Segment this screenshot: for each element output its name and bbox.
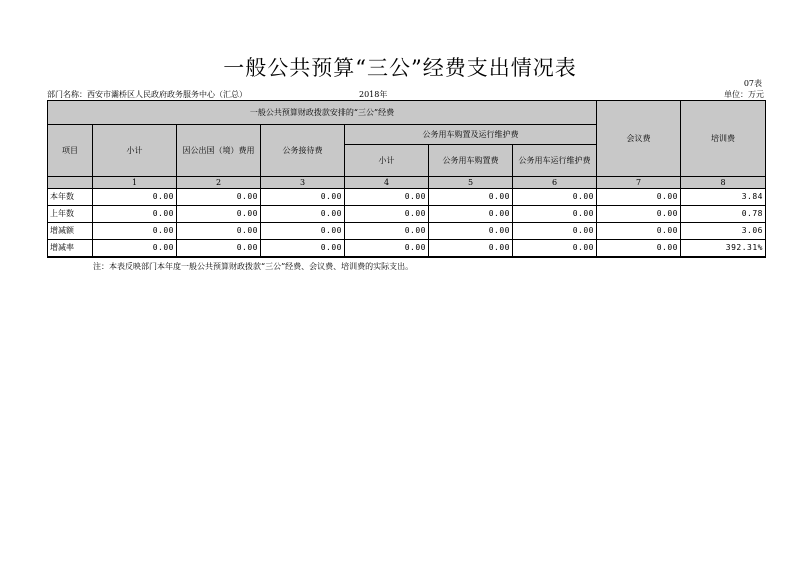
department-name: 部门名称：西安市灞桥区人民政府政务服务中心（汇总）	[47, 90, 247, 99]
col-number: 1	[93, 177, 177, 189]
cell-value: 0.00	[429, 240, 513, 257]
cell-value: 392.31%	[681, 240, 766, 257]
cell-value: 0.00	[429, 223, 513, 240]
col-number-blank	[48, 177, 93, 189]
row-label: 上年数	[48, 206, 93, 223]
cell-value: 0.00	[93, 206, 177, 223]
col-number: 3	[261, 177, 345, 189]
cell-value: 0.00	[177, 240, 261, 257]
cell-value: 0.00	[513, 240, 597, 257]
row-label: 本年数	[48, 189, 93, 206]
cell-value: 0.00	[345, 206, 429, 223]
table-row	[48, 189, 766, 206]
cell-value: 0.00	[597, 189, 681, 206]
header-vehicle-subtotal: 小计	[345, 145, 429, 177]
cell-value: 0.00	[345, 240, 429, 257]
header-training: 培训费	[681, 101, 766, 177]
cell-value: 3.06	[681, 223, 766, 240]
cell-value: 0.00	[429, 189, 513, 206]
header-meeting: 会议费	[597, 101, 681, 177]
cell-value: 0.78	[681, 206, 766, 223]
cell-value: 0.00	[345, 189, 429, 206]
cell-value: 0.00	[597, 206, 681, 223]
report-year: 2018年	[359, 90, 388, 99]
col-number: 6	[513, 177, 597, 189]
cell-value: 0.00	[513, 206, 597, 223]
cell-value: 0.00	[93, 240, 177, 257]
cell-value: 0.00	[345, 223, 429, 240]
header-vehicle-group: 公务用车购置及运行维护费	[345, 125, 597, 145]
header-abroad: 因公出国（境）费用	[177, 125, 261, 177]
page-title: 一般公共预算“三公”经费支出情况表	[223, 56, 577, 80]
expense-table	[47, 100, 766, 258]
footnote: 注：本表反映部门本年度一般公共预算财政拨款“三公”经费、会议费、培训费的实际支出。	[93, 262, 414, 271]
header-reception: 公务接待费	[261, 125, 345, 177]
cell-value: 0.00	[177, 223, 261, 240]
form-code: 07表	[743, 79, 762, 88]
cell-value: 0.00	[597, 223, 681, 240]
cell-value: 0.00	[429, 206, 513, 223]
cell-value: 3.84	[681, 189, 766, 206]
cell-value: 0.00	[261, 206, 345, 223]
table-row	[48, 240, 766, 257]
col-number: 5	[429, 177, 513, 189]
table-row	[48, 223, 766, 240]
cell-value: 0.00	[261, 223, 345, 240]
header-item: 项目	[48, 125, 93, 177]
unit-label: 单位：万元	[724, 90, 764, 99]
col-number: 7	[597, 177, 681, 189]
cell-value: 0.00	[93, 223, 177, 240]
cell-value: 0.00	[513, 223, 597, 240]
cell-value: 0.00	[261, 240, 345, 257]
row-label: 增减率	[48, 240, 93, 257]
cell-value: 0.00	[177, 189, 261, 206]
header-group-main: 一般公共预算财政拨款安排的“三公”经费	[48, 101, 597, 125]
cell-value: 0.00	[93, 189, 177, 206]
row-label: 增减额	[48, 223, 93, 240]
table-row	[48, 206, 766, 223]
cell-value: 0.00	[261, 189, 345, 206]
col-number: 8	[681, 177, 766, 189]
header-subtotal: 小计	[93, 125, 177, 177]
cell-value: 0.00	[513, 189, 597, 206]
header-vehicle-maintain: 公务用车运行维护费	[513, 145, 597, 177]
cell-value: 0.00	[597, 240, 681, 257]
col-number: 2	[177, 177, 261, 189]
col-number: 4	[345, 177, 429, 189]
cell-value: 0.00	[177, 206, 261, 223]
meta-line	[47, 89, 764, 100]
header-vehicle-purchase: 公务用车购置费	[429, 145, 513, 177]
